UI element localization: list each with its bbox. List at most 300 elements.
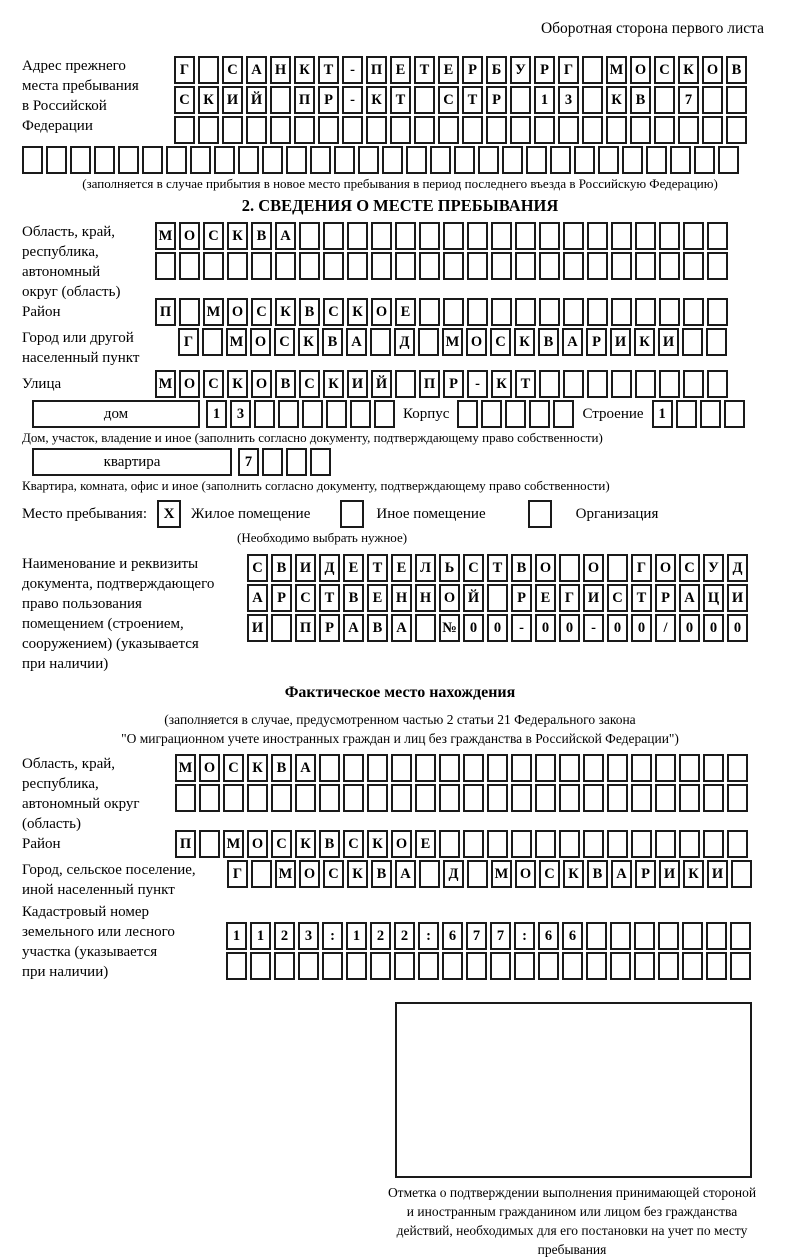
char-cell[interactable]: С: [203, 222, 224, 250]
char-cell[interactable]: И: [658, 328, 679, 356]
char-cell[interactable]: 1: [250, 922, 271, 950]
char-cell[interactable]: [582, 56, 603, 84]
char-cell[interactable]: [262, 146, 283, 174]
char-cell[interactable]: [222, 116, 243, 144]
char-cell[interactable]: [262, 448, 283, 476]
char-cell[interactable]: Г: [178, 328, 199, 356]
char-cell[interactable]: О: [439, 584, 460, 612]
char-cell[interactable]: [611, 370, 632, 398]
char-cell[interactable]: 6: [562, 922, 583, 950]
char-cell[interactable]: К: [366, 86, 387, 114]
char-cell[interactable]: [707, 370, 728, 398]
char-cell[interactable]: [199, 830, 220, 858]
char-cell[interactable]: [679, 830, 700, 858]
char-cell[interactable]: А: [246, 56, 267, 84]
char-cell[interactable]: М: [223, 830, 244, 858]
char-cell[interactable]: М: [155, 222, 176, 250]
char-cell[interactable]: Е: [367, 584, 388, 612]
char-cell[interactable]: Р: [486, 86, 507, 114]
char-cell[interactable]: [505, 400, 526, 428]
char-cell[interactable]: Е: [415, 830, 436, 858]
char-cell[interactable]: [562, 952, 583, 980]
char-cell[interactable]: [94, 146, 115, 174]
char-cell[interactable]: [414, 116, 435, 144]
char-cell[interactable]: Й: [463, 584, 484, 612]
char-cell[interactable]: [343, 754, 364, 782]
char-cell[interactable]: [443, 298, 464, 326]
char-cell[interactable]: К: [563, 860, 584, 888]
char-cell[interactable]: 6: [538, 922, 559, 950]
char-cell[interactable]: [511, 784, 532, 812]
char-cell[interactable]: [582, 116, 603, 144]
char-cell[interactable]: [659, 298, 680, 326]
char-cell[interactable]: [598, 146, 619, 174]
char-cell[interactable]: П: [294, 86, 315, 114]
char-cell[interactable]: О: [515, 860, 536, 888]
char-cell[interactable]: [395, 222, 416, 250]
char-cell[interactable]: С: [490, 328, 511, 356]
char-cell[interactable]: 7: [490, 922, 511, 950]
char-cell[interactable]: [491, 252, 512, 280]
char-cell[interactable]: Р: [635, 860, 656, 888]
char-cell[interactable]: [334, 146, 355, 174]
char-cell[interactable]: №: [439, 614, 460, 642]
char-cell[interactable]: [631, 754, 652, 782]
char-cell[interactable]: 7: [678, 86, 699, 114]
char-cell[interactable]: Н: [270, 56, 291, 84]
char-cell[interactable]: [676, 400, 697, 428]
char-cell[interactable]: О: [250, 328, 271, 356]
char-cell[interactable]: [70, 146, 91, 174]
char-cell[interactable]: [462, 116, 483, 144]
char-cell[interactable]: [299, 252, 320, 280]
char-cell[interactable]: В: [511, 554, 532, 582]
char-cell[interactable]: [679, 754, 700, 782]
char-cell[interactable]: [574, 146, 595, 174]
char-cell[interactable]: [630, 116, 651, 144]
char-cell[interactable]: [515, 252, 536, 280]
char-cell[interactable]: [535, 784, 556, 812]
char-cell[interactable]: :: [418, 922, 439, 950]
char-cell[interactable]: [367, 784, 388, 812]
char-cell[interactable]: [198, 56, 219, 84]
char-cell[interactable]: В: [343, 584, 364, 612]
char-cell[interactable]: Т: [487, 554, 508, 582]
char-cell[interactable]: В: [271, 754, 292, 782]
char-cell[interactable]: К: [678, 56, 699, 84]
char-cell[interactable]: А: [562, 328, 583, 356]
char-cell[interactable]: [457, 400, 478, 428]
char-cell[interactable]: [606, 116, 627, 144]
checkbox-residential[interactable]: X: [157, 500, 181, 528]
char-cell[interactable]: В: [275, 370, 296, 398]
char-cell[interactable]: Л: [415, 554, 436, 582]
char-cell[interactable]: [487, 784, 508, 812]
char-cell[interactable]: Т: [515, 370, 536, 398]
char-cell[interactable]: [682, 922, 703, 950]
char-cell[interactable]: [463, 754, 484, 782]
char-cell[interactable]: [318, 116, 339, 144]
char-cell[interactable]: [395, 252, 416, 280]
char-cell[interactable]: С: [438, 86, 459, 114]
char-cell[interactable]: [46, 146, 67, 174]
char-cell[interactable]: О: [466, 328, 487, 356]
char-cell[interactable]: -: [342, 86, 363, 114]
char-cell[interactable]: [319, 754, 340, 782]
char-cell[interactable]: [635, 252, 656, 280]
char-cell[interactable]: [607, 784, 628, 812]
char-cell[interactable]: О: [199, 754, 220, 782]
char-cell[interactable]: [730, 952, 751, 980]
char-cell[interactable]: [439, 784, 460, 812]
char-cell[interactable]: [382, 146, 403, 174]
checkbox-other-premises[interactable]: [340, 500, 364, 528]
char-cell[interactable]: И: [295, 554, 316, 582]
char-cell[interactable]: [323, 252, 344, 280]
char-cell[interactable]: [155, 252, 176, 280]
char-cell[interactable]: [563, 222, 584, 250]
char-cell[interactable]: С: [271, 830, 292, 858]
char-cell[interactable]: [703, 754, 724, 782]
char-cell[interactable]: [370, 952, 391, 980]
char-cell[interactable]: В: [630, 86, 651, 114]
char-cell[interactable]: М: [606, 56, 627, 84]
char-cell[interactable]: [727, 830, 748, 858]
char-cell[interactable]: [347, 252, 368, 280]
char-cell[interactable]: С: [274, 328, 295, 356]
char-cell[interactable]: [414, 86, 435, 114]
char-cell[interactable]: -: [342, 56, 363, 84]
char-cell[interactable]: [718, 146, 739, 174]
char-cell[interactable]: [727, 784, 748, 812]
char-cell[interactable]: С: [463, 554, 484, 582]
char-cell[interactable]: [726, 116, 747, 144]
char-cell[interactable]: [294, 116, 315, 144]
char-cell[interactable]: [190, 146, 211, 174]
char-cell[interactable]: [655, 784, 676, 812]
char-cell[interactable]: [271, 614, 292, 642]
char-cell[interactable]: И: [610, 328, 631, 356]
char-cell[interactable]: К: [606, 86, 627, 114]
char-cell[interactable]: С: [222, 56, 243, 84]
char-cell[interactable]: [179, 252, 200, 280]
char-cell[interactable]: В: [371, 860, 392, 888]
char-cell[interactable]: [724, 400, 745, 428]
char-cell[interactable]: Н: [391, 584, 412, 612]
char-cell[interactable]: [515, 222, 536, 250]
char-cell[interactable]: [539, 370, 560, 398]
char-cell[interactable]: [510, 86, 531, 114]
char-cell[interactable]: [166, 146, 187, 174]
char-cell[interactable]: О: [583, 554, 604, 582]
char-cell[interactable]: Д: [319, 554, 340, 582]
char-cell[interactable]: О: [630, 56, 651, 84]
char-cell[interactable]: С: [654, 56, 675, 84]
char-cell[interactable]: [707, 222, 728, 250]
char-cell[interactable]: К: [227, 222, 248, 250]
char-cell[interactable]: П: [155, 298, 176, 326]
char-cell[interactable]: [467, 298, 488, 326]
char-cell[interactable]: С: [251, 298, 272, 326]
char-cell[interactable]: [463, 784, 484, 812]
char-cell[interactable]: [322, 952, 343, 980]
char-cell[interactable]: С: [607, 584, 628, 612]
char-cell[interactable]: [502, 146, 523, 174]
char-cell[interactable]: [419, 298, 440, 326]
char-cell[interactable]: П: [419, 370, 440, 398]
char-cell[interactable]: [270, 86, 291, 114]
char-cell[interactable]: В: [538, 328, 559, 356]
char-cell[interactable]: 1: [346, 922, 367, 950]
char-cell[interactable]: В: [587, 860, 608, 888]
char-cell[interactable]: [395, 370, 416, 398]
char-cell[interactable]: [391, 754, 412, 782]
char-cell[interactable]: [607, 554, 628, 582]
char-cell[interactable]: 2: [394, 922, 415, 950]
char-cell[interactable]: 1: [534, 86, 555, 114]
char-cell[interactable]: Р: [655, 584, 676, 612]
char-cell[interactable]: [539, 252, 560, 280]
char-cell[interactable]: К: [634, 328, 655, 356]
char-cell[interactable]: И: [659, 860, 680, 888]
char-cell[interactable]: [550, 146, 571, 174]
char-cell[interactable]: [22, 146, 43, 174]
char-cell[interactable]: С: [299, 370, 320, 398]
char-cell[interactable]: К: [227, 370, 248, 398]
char-cell[interactable]: М: [442, 328, 463, 356]
char-cell[interactable]: 2: [274, 922, 295, 950]
char-cell[interactable]: [659, 370, 680, 398]
char-cell[interactable]: [478, 146, 499, 174]
char-cell[interactable]: Г: [559, 584, 580, 612]
char-cell[interactable]: [443, 222, 464, 250]
char-cell[interactable]: О: [227, 298, 248, 326]
char-cell[interactable]: [587, 222, 608, 250]
char-cell[interactable]: [251, 860, 272, 888]
char-cell[interactable]: [415, 784, 436, 812]
char-cell[interactable]: [553, 400, 574, 428]
char-cell[interactable]: [510, 116, 531, 144]
char-cell[interactable]: [514, 952, 535, 980]
char-cell[interactable]: [654, 86, 675, 114]
char-cell[interactable]: :: [322, 922, 343, 950]
char-cell[interactable]: В: [251, 222, 272, 250]
char-cell[interactable]: [534, 116, 555, 144]
char-cell[interactable]: [658, 922, 679, 950]
char-cell[interactable]: -: [511, 614, 532, 642]
char-cell[interactable]: [539, 298, 560, 326]
char-cell[interactable]: [142, 146, 163, 174]
char-cell[interactable]: [310, 448, 331, 476]
char-cell[interactable]: /: [655, 614, 676, 642]
char-cell[interactable]: [487, 830, 508, 858]
char-cell[interactable]: 0: [727, 614, 748, 642]
char-cell[interactable]: Р: [318, 86, 339, 114]
char-cell[interactable]: П: [175, 830, 196, 858]
char-cell[interactable]: [706, 922, 727, 950]
char-cell[interactable]: К: [247, 754, 268, 782]
char-cell[interactable]: [586, 922, 607, 950]
char-cell[interactable]: Д: [443, 860, 464, 888]
char-cell[interactable]: 0: [631, 614, 652, 642]
char-cell[interactable]: [559, 754, 580, 782]
char-cell[interactable]: [299, 222, 320, 250]
char-cell[interactable]: [214, 146, 235, 174]
char-cell[interactable]: К: [683, 860, 704, 888]
char-cell[interactable]: А: [679, 584, 700, 612]
char-cell[interactable]: [491, 222, 512, 250]
char-cell[interactable]: [394, 952, 415, 980]
char-cell[interactable]: С: [247, 554, 268, 582]
char-cell[interactable]: [439, 830, 460, 858]
char-cell[interactable]: [529, 400, 550, 428]
char-cell[interactable]: 7: [238, 448, 259, 476]
char-cell[interactable]: [481, 400, 502, 428]
char-cell[interactable]: В: [319, 830, 340, 858]
char-cell[interactable]: [298, 952, 319, 980]
char-cell[interactable]: [366, 116, 387, 144]
char-cell[interactable]: Е: [535, 584, 556, 612]
char-cell[interactable]: И: [222, 86, 243, 114]
char-cell[interactable]: [682, 328, 703, 356]
char-cell[interactable]: [227, 252, 248, 280]
char-cell[interactable]: [511, 754, 532, 782]
char-cell[interactable]: [558, 116, 579, 144]
char-cell[interactable]: С: [323, 860, 344, 888]
char-cell[interactable]: А: [391, 614, 412, 642]
char-cell[interactable]: Р: [534, 56, 555, 84]
char-cell[interactable]: Е: [343, 554, 364, 582]
char-cell[interactable]: [707, 298, 728, 326]
char-cell[interactable]: [678, 116, 699, 144]
char-cell[interactable]: Ц: [703, 584, 724, 612]
char-cell[interactable]: 1: [652, 400, 673, 428]
char-cell[interactable]: О: [179, 370, 200, 398]
char-cell[interactable]: [250, 952, 271, 980]
char-cell[interactable]: 3: [558, 86, 579, 114]
char-cell[interactable]: Р: [511, 584, 532, 612]
char-cell[interactable]: [286, 146, 307, 174]
char-cell[interactable]: [706, 952, 727, 980]
char-cell[interactable]: О: [702, 56, 723, 84]
char-cell[interactable]: К: [367, 830, 388, 858]
char-cell[interactable]: [202, 328, 223, 356]
char-cell[interactable]: О: [179, 222, 200, 250]
char-cell[interactable]: В: [367, 614, 388, 642]
char-cell[interactable]: М: [275, 860, 296, 888]
char-cell[interactable]: М: [491, 860, 512, 888]
char-cell[interactable]: М: [175, 754, 196, 782]
char-cell[interactable]: И: [727, 584, 748, 612]
char-cell[interactable]: -: [467, 370, 488, 398]
char-cell[interactable]: [490, 952, 511, 980]
char-cell[interactable]: Т: [367, 554, 388, 582]
char-cell[interactable]: [415, 614, 436, 642]
char-cell[interactable]: [634, 922, 655, 950]
char-cell[interactable]: [655, 754, 676, 782]
char-cell[interactable]: [587, 370, 608, 398]
char-cell[interactable]: 0: [487, 614, 508, 642]
char-cell[interactable]: [559, 554, 580, 582]
char-cell[interactable]: К: [491, 370, 512, 398]
char-cell[interactable]: Р: [586, 328, 607, 356]
char-cell[interactable]: [583, 784, 604, 812]
char-cell[interactable]: [251, 252, 272, 280]
char-cell[interactable]: [430, 146, 451, 174]
char-cell[interactable]: [467, 860, 488, 888]
char-cell[interactable]: [175, 784, 196, 812]
char-cell[interactable]: О: [535, 554, 556, 582]
char-cell[interactable]: [118, 146, 139, 174]
char-cell[interactable]: С: [323, 298, 344, 326]
char-cell[interactable]: 3: [298, 922, 319, 950]
char-cell[interactable]: О: [391, 830, 412, 858]
char-cell[interactable]: С: [343, 830, 364, 858]
char-cell[interactable]: 1: [206, 400, 227, 428]
char-cell[interactable]: [635, 298, 656, 326]
char-cell[interactable]: [535, 754, 556, 782]
char-cell[interactable]: [254, 400, 275, 428]
char-cell[interactable]: [559, 830, 580, 858]
char-cell[interactable]: И: [347, 370, 368, 398]
char-cell[interactable]: [586, 952, 607, 980]
char-cell[interactable]: [563, 252, 584, 280]
char-cell[interactable]: Б: [486, 56, 507, 84]
char-cell[interactable]: 0: [607, 614, 628, 642]
char-cell[interactable]: [438, 116, 459, 144]
char-cell[interactable]: М: [155, 370, 176, 398]
char-cell[interactable]: [654, 116, 675, 144]
char-cell[interactable]: [487, 754, 508, 782]
char-cell[interactable]: [683, 252, 704, 280]
char-cell[interactable]: 7: [466, 922, 487, 950]
char-cell[interactable]: О: [655, 554, 676, 582]
char-cell[interactable]: [271, 784, 292, 812]
char-cell[interactable]: А: [611, 860, 632, 888]
char-cell[interactable]: [419, 252, 440, 280]
char-cell[interactable]: О: [247, 830, 268, 858]
char-cell[interactable]: В: [726, 56, 747, 84]
char-cell[interactable]: [679, 784, 700, 812]
char-cell[interactable]: [583, 830, 604, 858]
char-cell[interactable]: [538, 952, 559, 980]
char-cell[interactable]: [730, 922, 751, 950]
char-cell[interactable]: [342, 116, 363, 144]
char-cell[interactable]: [350, 400, 371, 428]
char-cell[interactable]: [491, 298, 512, 326]
char-cell[interactable]: [174, 116, 195, 144]
char-cell[interactable]: [702, 116, 723, 144]
char-cell[interactable]: [631, 784, 652, 812]
char-cell[interactable]: Г: [631, 554, 652, 582]
char-cell[interactable]: О: [299, 860, 320, 888]
char-cell[interactable]: С: [174, 86, 195, 114]
char-cell[interactable]: [582, 86, 603, 114]
char-cell[interactable]: [346, 952, 367, 980]
char-cell[interactable]: [607, 754, 628, 782]
char-cell[interactable]: [622, 146, 643, 174]
char-cell[interactable]: У: [703, 554, 724, 582]
char-cell[interactable]: [246, 116, 267, 144]
char-cell[interactable]: [611, 252, 632, 280]
char-cell[interactable]: [587, 298, 608, 326]
char-cell[interactable]: Т: [319, 584, 340, 612]
char-cell[interactable]: [526, 146, 547, 174]
char-cell[interactable]: 0: [559, 614, 580, 642]
char-cell[interactable]: [486, 116, 507, 144]
char-cell[interactable]: 2: [370, 922, 391, 950]
char-cell[interactable]: П: [366, 56, 387, 84]
